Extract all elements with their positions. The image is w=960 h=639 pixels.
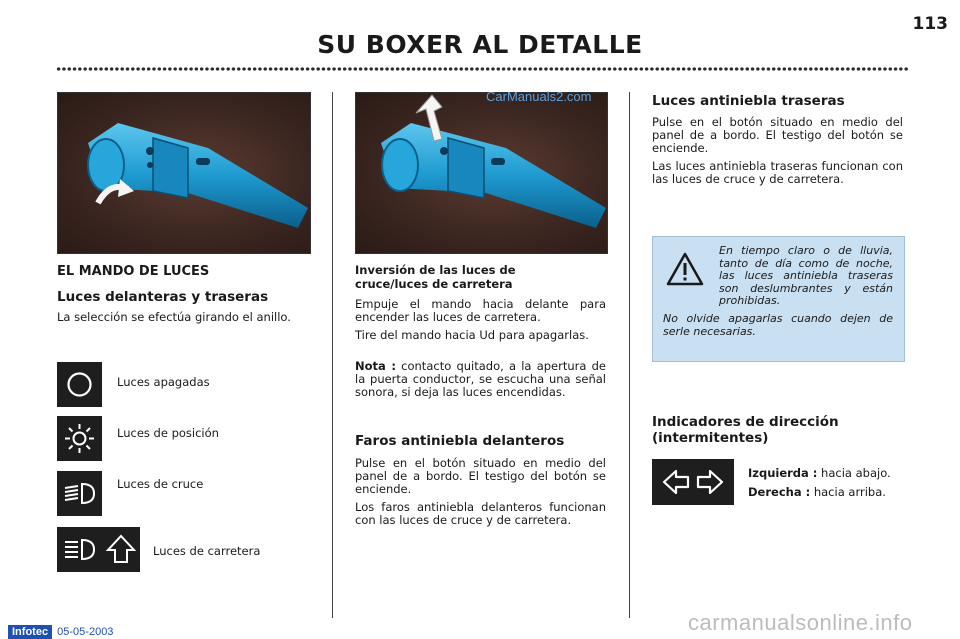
paragraph-rear-fog-2: Las luces antiniebla traseras funcionan con las luces de cruce y de carretera. (652, 159, 903, 186)
page-number: 113 (912, 14, 948, 34)
position-light-icon (57, 416, 102, 461)
footer-brand (8, 620, 113, 639)
page-title: SU BOXER AL DETALLE (317, 30, 643, 59)
paragraph-front-fog-1: Pulse en el botón situado en medio del panel de a bordo. El testigo del botón se enciende. (355, 456, 606, 496)
indicator-left-text: hacia abajo. (817, 466, 891, 480)
heading-indicators-line1: Indicadores de dirección (652, 414, 839, 430)
heading-beam-switch-line2: cruce/luces de carretera (355, 277, 513, 291)
high-beam-label: Luces de carretera (153, 544, 261, 558)
warning-box (652, 236, 905, 362)
low-beam-icon (57, 471, 102, 516)
position-lights-label: Luces de posición (117, 426, 219, 440)
turn-signal-icon (652, 459, 734, 505)
lights-off-label: Luces apagadas (117, 375, 210, 389)
heading-front-fog: Faros antiniebla delanteros (355, 433, 565, 449)
indicator-left-label: Izquierda : (748, 466, 818, 480)
warning-triangle-icon (665, 251, 705, 287)
circle-off-icon (57, 362, 102, 407)
intro-text: La selección se efectúa girando el anillo. (57, 310, 291, 324)
indicator-right-label: Derecha : (748, 485, 811, 499)
note-text: contacto quitado, a la apertura de la puerta conductor, se escucha una señal sonora, si deja las luces encendidas. (355, 359, 606, 399)
light-stalk-rotate-photo (57, 92, 311, 254)
heading-beam-switch-line1: Inversión de las luces de (355, 263, 516, 277)
indicator-right-text: hacia arriba. (810, 485, 886, 499)
indicator-right-line (748, 485, 886, 499)
paragraph-push-stalk: Empuje el mando hacia delante para encender las luces de carretera. (355, 297, 606, 324)
note-label: Nota : (355, 359, 396, 373)
watermark-text: CarManuals2.com (486, 89, 592, 104)
footer-date: 05-05-2003 (57, 626, 114, 638)
subheading-front-rear-lights: Luces delanteras y traseras (57, 289, 269, 305)
warning-text-1: En tiempo claro o de lluvia, tanto de día como de noche, las luces antiniebla traseras son deslumbrantes y están prohibidas. (719, 244, 893, 307)
infotec-logo: Infotec (8, 625, 52, 639)
heading-indicators-line2: (intermitentes) (652, 430, 769, 446)
warning-text-2: No olvide apagarlas cuando dejen de serle necesarias. (663, 312, 893, 338)
section-heading-light-control: EL MANDO DE LUCES (57, 264, 210, 279)
heading-rear-fog: Luces antiniebla traseras (652, 93, 845, 109)
footer-site-watermark[interactable]: carmanualsonline.info (688, 610, 913, 635)
paragraph-rear-fog-1: Pulse en el botón situado en medio del panel de a bordo. El testigo del botón se enciende. (652, 115, 903, 155)
paragraph-pull-stalk: Tire del mando hacia Ud para apagarlas. (355, 328, 589, 342)
column-divider-1 (332, 92, 333, 618)
heading-indicators (652, 414, 903, 446)
dotted-divider (56, 66, 908, 72)
paragraph-front-fog-2: Los faros antiniebla delanteros funcionan con las luces de cruce y de carretera. (355, 500, 606, 527)
high-beam-icon (57, 527, 140, 572)
column-divider-2 (629, 92, 630, 618)
low-beam-label: Luces de cruce (117, 477, 204, 491)
light-stalk-push-photo (355, 92, 608, 254)
note-paragraph (355, 360, 606, 399)
indicator-left-line (748, 466, 891, 480)
